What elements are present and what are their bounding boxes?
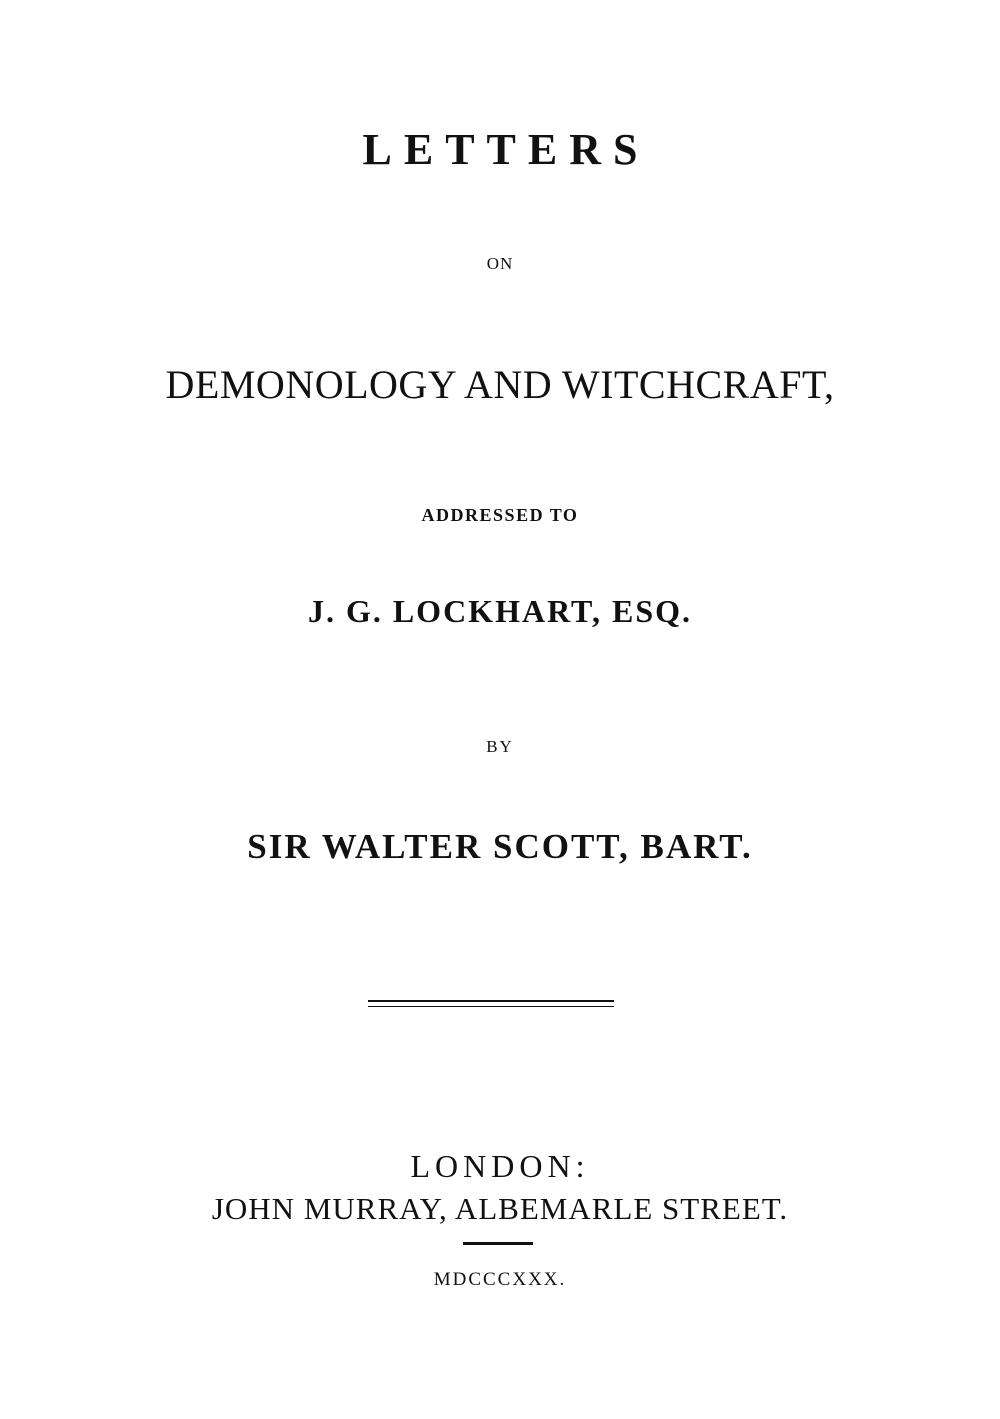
preposition-on: ON	[486, 254, 514, 273]
short-rule-divider	[463, 1242, 533, 1245]
addressed-to-label: ADDRESSED TO	[421, 505, 579, 525]
addressee-name: J. G. LOCKHART, ESQ.	[307, 593, 693, 629]
imprint-year: MDCCCXXX.	[433, 1269, 567, 1290]
imprint-city: LONDON:	[410, 1148, 590, 1184]
double-rule-divider	[368, 1000, 614, 1007]
by-label: BY	[486, 737, 514, 756]
author-name: SIR WALTER SCOTT, BART.	[247, 827, 753, 866]
imprint-publisher: JOHN MURRAY, ALBEMARLE STREET.	[211, 1191, 789, 1226]
book-subject: DEMONOLOGY AND WITCHCRAFT,	[165, 362, 835, 407]
book-title: LETTERS	[362, 125, 650, 174]
